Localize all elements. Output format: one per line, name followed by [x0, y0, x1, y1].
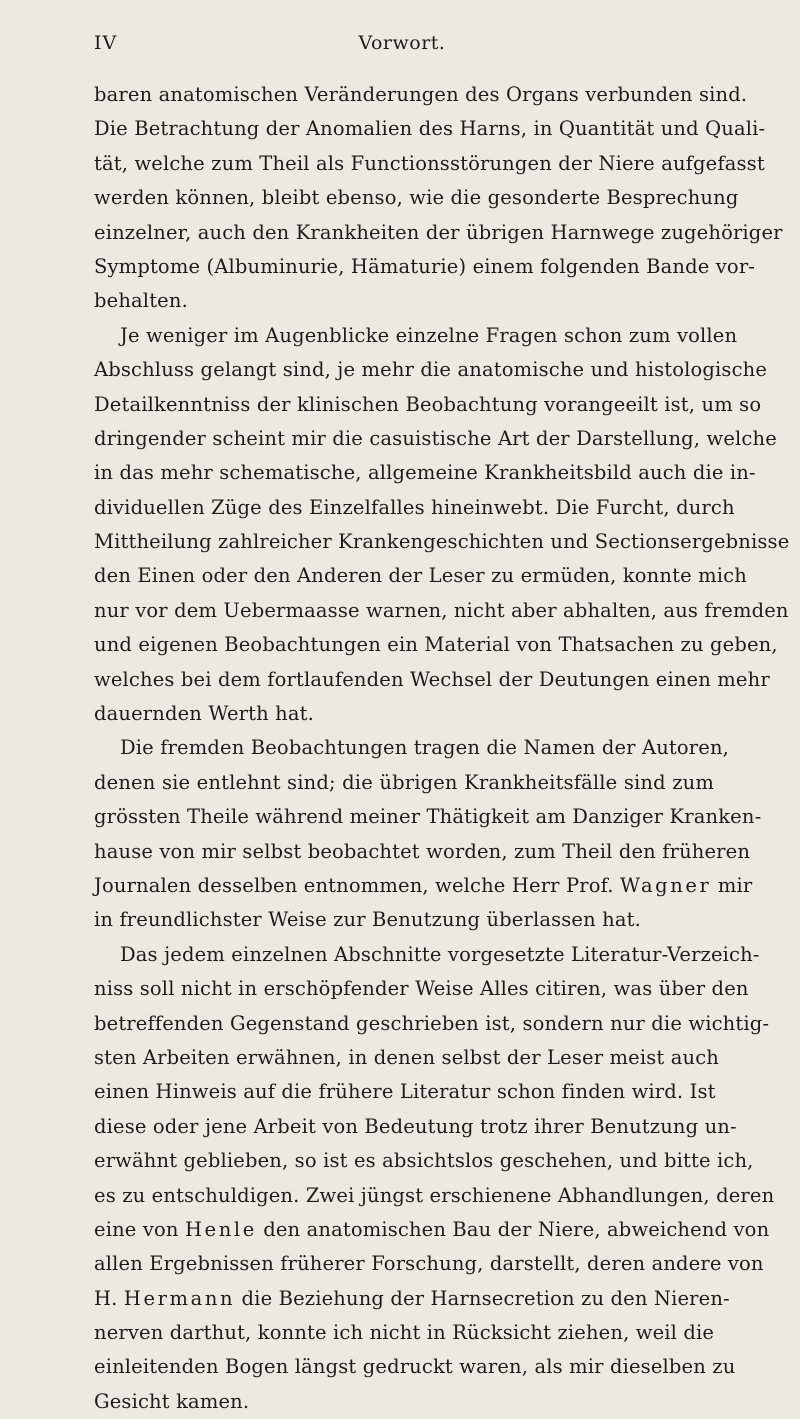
body-text	[94, 78, 790, 1419]
text-line: erwähnt geblieben, so ist es absichtslos geschehen, und bitte ich,	[94, 1149, 754, 1173]
text-segment: eine von	[94, 1217, 179, 1241]
text-line: und eigenen Beobachtungen ein Material von Thatsachen zu geben,	[94, 633, 778, 657]
text-line: in freundlichster Weise zur Benutzung überlassen hat.	[94, 908, 641, 932]
text-segment: den anatomischen Bau der Niere, abweichend von	[263, 1217, 770, 1241]
text-line: einen Hinweis auf die frühere Literatur schon finden wird. Ist	[94, 1080, 716, 1104]
text-line: Je weniger im Augenblicke einzelne Fragen schon zum vollen	[120, 323, 738, 347]
author-name: Henle	[184, 1217, 257, 1241]
text-line	[94, 869, 753, 903]
text-line: baren anatomischen Veränderungen des Organs verbunden sind.	[94, 83, 748, 106]
text-line: werden können, bleibt ebenso, wie die gesonderte Besprechung	[94, 186, 739, 210]
text-line: tät, welche zum Theil als Functionsstörungen der Niere aufgefasst	[94, 151, 765, 175]
text-line: sten Arbeiten erwähnen, in denen selbst der Leser meist auch	[94, 1045, 719, 1069]
text-line: betreffenden Gegenstand geschrieben ist, sondern nur die wichtig-	[94, 1011, 770, 1035]
text-line: diese oder jene Arbeit von Bedeutung trotz ihrer Benutzung un-	[94, 1114, 737, 1138]
author-name: Wagner	[620, 873, 712, 897]
text-line: dauernden Werth hat.	[94, 702, 314, 726]
author-name: Hermann	[123, 1286, 236, 1310]
text-line: Die fremden Beobachtungen tragen die Namen der Autoren,	[120, 736, 730, 760]
text-line: welches bei dem fortlaufenden Wechsel der Deutungen einen mehr	[94, 667, 770, 691]
text-line: denen sie entlehnt sind; die übrigen Krankheitsfälle sind zum	[94, 770, 714, 794]
text-line: allen Ergebnissen früherer Forschung, darstellt, deren andere von	[94, 1252, 764, 1276]
text-segment: mir	[717, 873, 753, 897]
running-head	[94, 28, 710, 58]
text-line: Abschluss gelangt sind, je mehr die anatomische und histologische	[94, 358, 768, 382]
text-line: grössten Theile während meiner Thätigkeit am Danziger Kranken-	[94, 805, 762, 829]
text-line: den Einen oder den Anderen der Leser zu ermüden, konnte mich	[94, 564, 747, 588]
text-line: einleitenden Bogen längst gedruckt waren, als mir dieselben zu	[94, 1355, 736, 1379]
text-line: dringender scheint mir die casuistische Art der Darstellung, welche	[94, 426, 777, 450]
text-line: nerven darthut, konnte ich nicht in Rücksicht ziehen, weil die	[94, 1321, 715, 1345]
text-line	[94, 1282, 730, 1316]
text-line: Detailkenntniss der klinischen Beobachtung vorangeeilt ist, um so	[94, 392, 762, 416]
text-line: es zu entschuldigen. Zwei jüngst erschienene Abhandlungen, deren	[94, 1183, 775, 1207]
text-line: Mittheilung zahlreicher Krankengeschichten und Sectionsergebnisse	[94, 530, 790, 554]
page-number: IV	[94, 32, 118, 54]
text-line: Die Betrachtung der Anomalien des Harns, in Quantität und Quali-	[94, 117, 766, 141]
text-line: dividuellen Züge des Einzelfalles hineinwebt. Die Furcht, durch	[94, 495, 735, 519]
text-segment: die Beziehung der Harnsecretion zu den Nieren-	[241, 1286, 730, 1310]
text-line: Das jedem einzelnen Abschnitte vorgesetzte Literatur-Verzeich-	[120, 942, 760, 966]
text-line: in das mehr schematische, allgemeine Krankheitsbild auch die in-	[94, 461, 756, 485]
text-line: niss soll nicht in erschöpfender Weise Alles citiren, was über den	[94, 977, 749, 1001]
page-title: Vorwort.	[358, 32, 446, 54]
text-line: hause von mir selbst beobachtet worden, zum Theil den früheren	[94, 839, 751, 863]
text-line: nur vor dem Uebermaasse warnen, nicht aber abhalten, aus fremden	[94, 598, 789, 622]
text-line: Symptome (Albuminurie, Hämaturie) einem folgenden Bande vor-	[94, 254, 756, 278]
text-line: behalten.	[94, 289, 188, 313]
text-line	[94, 1213, 770, 1247]
text-line: einzelner, auch den Krankheiten der übrigen Harnwege zugehöriger	[94, 220, 783, 244]
text-line: Gesicht kamen.	[94, 1389, 250, 1413]
text-segment: Journalen desselben entnommen, welche Herr Prof.	[94, 873, 614, 897]
text-segment: H.	[94, 1286, 118, 1310]
